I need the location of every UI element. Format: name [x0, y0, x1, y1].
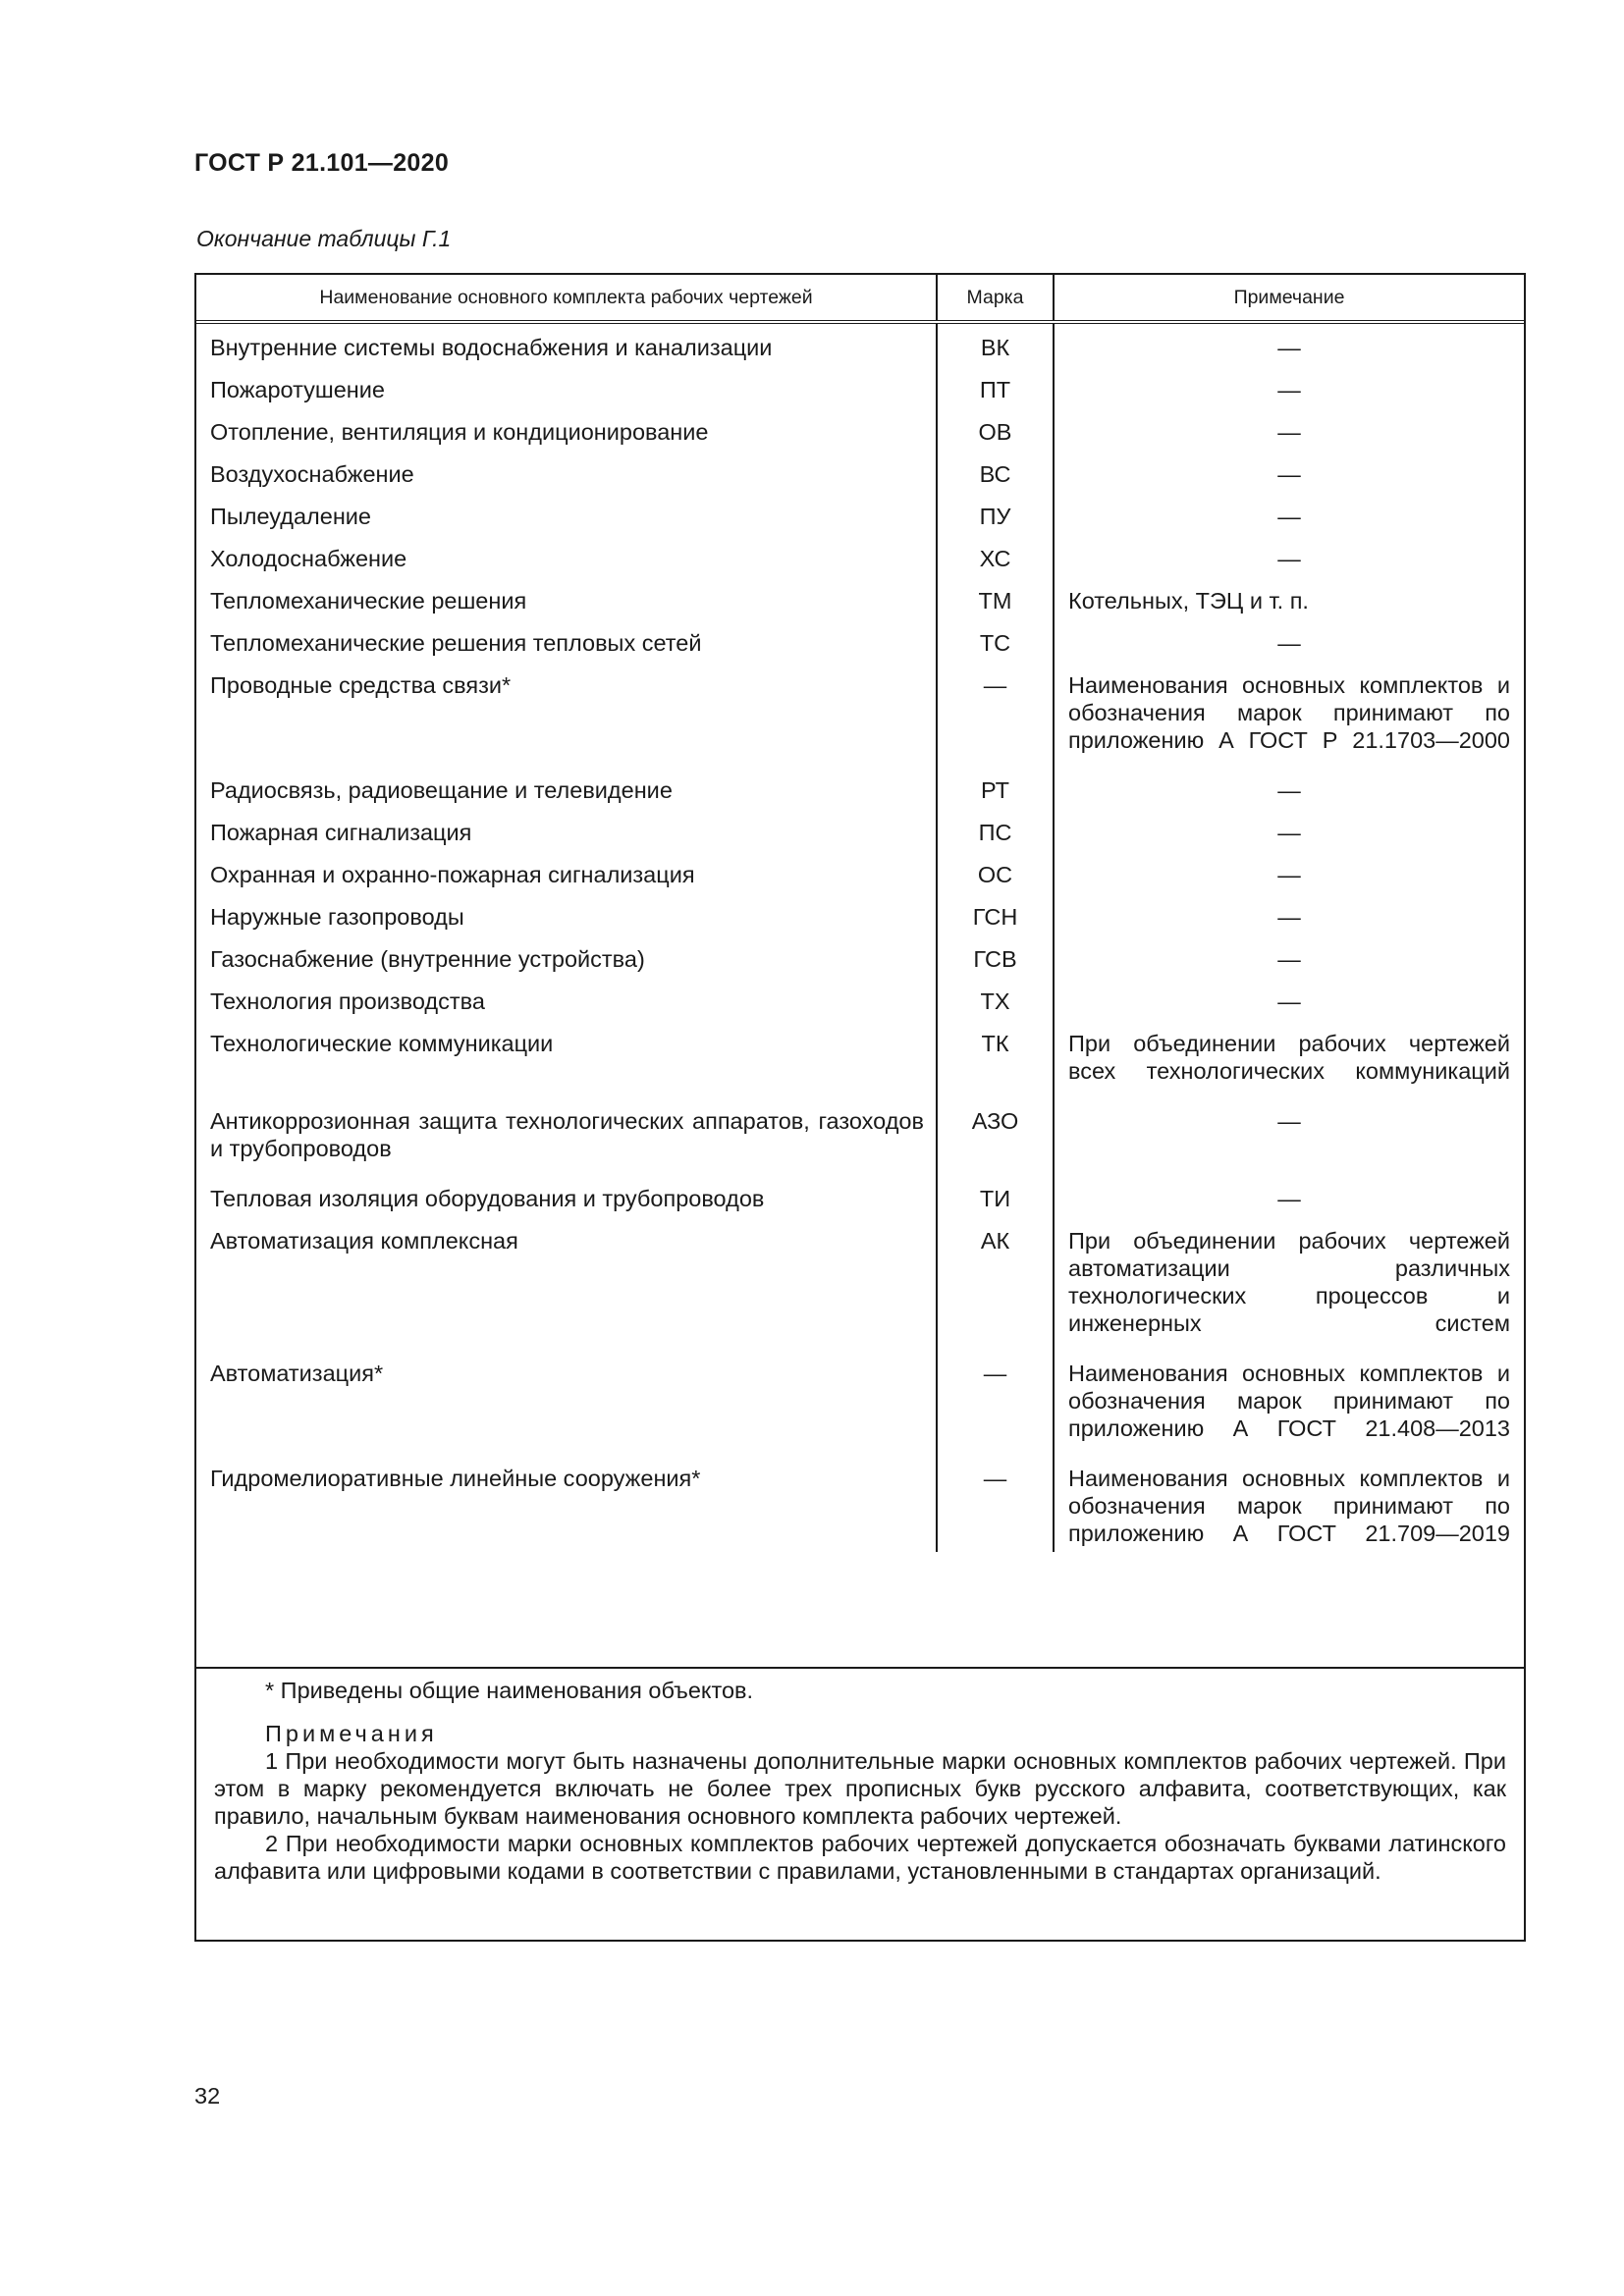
row-note: — [1054, 535, 1524, 577]
row-note: — [1054, 851, 1524, 893]
document-code: ГОСТ Р 21.101—2020 [194, 149, 450, 177]
row-name: Наружные газопроводы [210, 904, 464, 930]
table-row [196, 451, 1524, 493]
table-row [196, 322, 1524, 366]
row-note: Котельных, ТЭЦ и т. п. [1054, 577, 1524, 619]
row-mark: АЗО [937, 1097, 1054, 1175]
row-mark: ПУ [937, 493, 1054, 535]
row-name: Тепловая изоляция оборудования и трубопроводов [210, 1186, 765, 1211]
row-mark: ТХ [937, 978, 1054, 1020]
row-name: Гидромелиоративные линейные сооружения* [210, 1466, 701, 1491]
row-note: Наименования основных комплектов и обозначения марок принимают по приложению А ГОСТ 21.709—2019 [1054, 1455, 1524, 1552]
designation-table-grid [196, 275, 1524, 1552]
row-name: Холодоснабжение [210, 546, 407, 571]
row-name: Воздухоснабжение [210, 461, 414, 487]
row-note: Наименования основных комплектов и обозначения марок принимают по приложению А ГОСТ 21.408—2013 [1054, 1350, 1524, 1455]
row-mark: — [937, 1350, 1054, 1455]
column-header-name: Наименование основного комплекта рабочих чертежей [196, 275, 937, 322]
notes-heading: Примечания [265, 1721, 438, 1746]
table-row [196, 1350, 1524, 1455]
row-note: — [1054, 451, 1524, 493]
row-note: — [1054, 493, 1524, 535]
row-name: Пылеудаление [210, 504, 372, 529]
table-row [196, 1175, 1524, 1217]
row-mark: ТК [937, 1020, 1054, 1097]
row-mark: ТС [937, 619, 1054, 662]
column-header-mark: Марка [937, 275, 1054, 322]
row-note: При объединении рабочих чертежей всех технологических коммуникаций [1054, 1020, 1524, 1097]
row-mark: ПТ [937, 366, 1054, 408]
row-name: Тепломеханические решения [210, 588, 527, 614]
row-note: — [1054, 366, 1524, 408]
row-note: — [1054, 767, 1524, 809]
table-row [196, 935, 1524, 978]
row-name: Тепломеханические решения тепловых сетей [210, 630, 702, 656]
row-mark: АК [937, 1217, 1054, 1350]
row-note: Наименования основных комплектов и обозначения марок принимают по приложению А ГОСТ Р 21.1703—2000 [1054, 662, 1524, 767]
table-row [196, 978, 1524, 1020]
row-mark: ТМ [937, 577, 1054, 619]
table-row [196, 1217, 1524, 1350]
table-row [196, 535, 1524, 577]
row-name: Газоснабжение (внутренние устройства) [210, 946, 645, 972]
row-name: Автоматизация комплексная [210, 1228, 518, 1254]
table-row [196, 809, 1524, 851]
row-mark: ГСВ [937, 935, 1054, 978]
row-mark: ВК [937, 322, 1054, 366]
note-paragraph: 2 При необходимости марки основных комплектов рабочих чертежей допускается обозначать буквами латинского алфавита или цифровыми кодами в соответствии с правилами, установленными в стандартах организаций. [214, 1831, 1506, 1884]
table-row [196, 1097, 1524, 1175]
row-mark: — [937, 662, 1054, 767]
table-row [196, 1455, 1524, 1552]
row-name: Пожарная сигнализация [210, 820, 472, 845]
row-note: — [1054, 1097, 1524, 1175]
row-name: Внутренние системы водоснабжения и канализации [210, 335, 773, 360]
row-note: При объединении рабочих чертежей автоматизации различных технологических процессов и инженерных систем [1054, 1217, 1524, 1350]
row-note: — [1054, 978, 1524, 1020]
table-row [196, 366, 1524, 408]
table-row [196, 408, 1524, 451]
row-mark: ОС [937, 851, 1054, 893]
table-row [196, 493, 1524, 535]
row-mark: ВС [937, 451, 1054, 493]
row-note: — [1054, 322, 1524, 366]
table-caption: Окончание таблицы Г.1 [196, 226, 452, 251]
table-footer [196, 1667, 1524, 1885]
table-header-row [196, 275, 1524, 322]
row-name: Антикоррозионная защита технологических аппаратов, газоходов и трубопроводов [210, 1108, 924, 1161]
row-mark: ГСН [937, 893, 1054, 935]
row-note: — [1054, 893, 1524, 935]
row-mark: — [937, 1455, 1054, 1552]
table-row [196, 851, 1524, 893]
table-row [196, 1020, 1524, 1097]
row-mark: ОВ [937, 408, 1054, 451]
row-name: Проводные средства связи* [210, 672, 512, 698]
column-header-note: Примечание [1054, 275, 1524, 322]
page-number: 32 [194, 2083, 221, 2109]
note-paragraph: 1 При необходимости могут быть назначены дополнительные марки основных комплектов рабочих чертежей. При этом в марку рекомендуется включать не более трех прописных букв русского алфавита, соответствующих, как правило, начальным буквам наименования основного комплекта рабочих чертежей. [214, 1748, 1506, 1829]
designation-table [194, 273, 1526, 1942]
row-note: — [1054, 619, 1524, 662]
row-name: Отопление, вентиляция и кондиционирование [210, 419, 709, 445]
row-note: — [1054, 935, 1524, 978]
row-name: Охранная и охранно-пожарная сигнализация [210, 862, 695, 887]
row-name: Технологические коммуникации [210, 1031, 554, 1056]
row-name: Пожаротушение [210, 377, 385, 402]
row-name: Автоматизация* [210, 1361, 384, 1386]
row-name: Технология производства [210, 988, 485, 1014]
table-row [196, 767, 1524, 809]
footnote: * Приведены общие наименования объектов. [265, 1678, 754, 1703]
row-mark: ХС [937, 535, 1054, 577]
table-row [196, 577, 1524, 619]
table-row [196, 662, 1524, 767]
row-note: — [1054, 809, 1524, 851]
row-note: — [1054, 1175, 1524, 1217]
row-mark: ТИ [937, 1175, 1054, 1217]
row-mark: РТ [937, 767, 1054, 809]
table-row [196, 893, 1524, 935]
row-name: Радиосвязь, радиовещание и телевидение [210, 777, 673, 803]
row-mark: ПС [937, 809, 1054, 851]
table-row [196, 619, 1524, 662]
row-note: — [1054, 408, 1524, 451]
